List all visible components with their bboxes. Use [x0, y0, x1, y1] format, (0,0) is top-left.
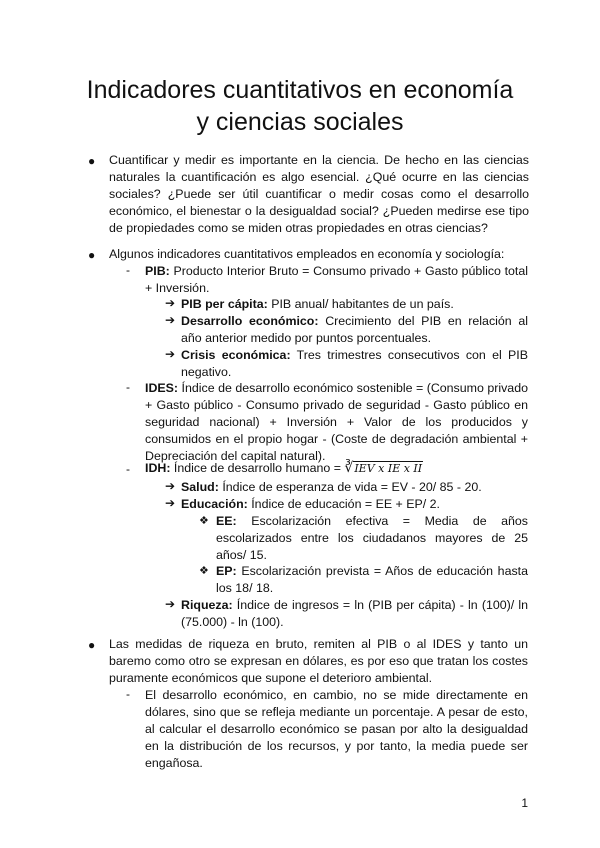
arrow-icon: ➔	[165, 496, 176, 510]
page-number: 1	[521, 796, 528, 810]
desarrollo-economico-item	[181, 313, 528, 347]
riqueza-label: Riqueza:	[181, 598, 233, 612]
arrow-icon: ➔	[165, 479, 176, 493]
desarrollo-economico-label: Desarrollo económico:	[181, 314, 319, 328]
salud-item	[181, 479, 528, 496]
educacion-text: Índice de educación = EE + EP/ 2.	[251, 497, 440, 511]
idh-formula: IEV x IE x II	[354, 462, 423, 475]
idh-text: Índice de desarrollo humano =	[173, 461, 345, 475]
bullet-icon: ●	[88, 154, 96, 168]
crisis-economica-label: Crisis económica:	[181, 348, 291, 362]
diamond-icon: ❖	[199, 565, 209, 577]
pib-per-capita-text: PIB anual/ habitantes de un país.	[271, 297, 454, 311]
pib-item	[145, 263, 528, 297]
idh-label: IDH:	[145, 461, 171, 475]
ee-label: EE:	[216, 514, 237, 528]
desarrollo-paragraph: El desarrollo económico, en cambio, no se mide directamente en dólares, sino que se refleja mediante un porcentaje. A pesar de esto, al calcular el desarrollo económico se pasan por alto la desigualdad en la distribución de los recursos, y por tanto, la media puede ser engañosa.	[145, 688, 528, 770]
ides-text: Índice de desarrollo económico sostenible = (Consumo privado + Gasto público - Consumo privado de seguridad - Gasto público en seguridad nacional) + Inversión + Valor de los producidos y consumidos en el propio hogar - (Coste de degradación ambiental + Depreciación del capital natural).	[145, 381, 528, 463]
diamond-icon: ❖	[199, 515, 209, 527]
bullet-icon: ●	[88, 248, 96, 262]
dash-icon: -	[126, 380, 130, 394]
ep-label: EP:	[216, 564, 237, 578]
arrow-icon: ➔	[165, 597, 176, 611]
crisis-economica-text: Tres trimestres consecutivos con el PIB negativo.	[181, 348, 528, 379]
arrow-icon: ➔	[165, 313, 176, 327]
riqueza-paragraph: Las medidas de riqueza en bruto, remiten al PIB o al IDES y tanto un baremo como otro se expresan en dólares, es por eso que tratan los costes puramente económicos que supone el deterioro ambiental.	[109, 637, 528, 685]
ee-item	[216, 513, 528, 564]
pib-per-capita-item	[181, 296, 528, 313]
ides-item	[145, 380, 528, 465]
educacion-label: Educación:	[181, 497, 248, 511]
intro-paragraph: Cuantificar y medir es importante en la ciencia. De hecho en las ciencias naturales la cuantificación es algo esencial. ¿Qué ocurre en las ciencias sociales? ¿Puede ser útil cuantificar o medir cosas como el desarrollo económico, el bienestar o la desigualdad social? ¿Pueden medirse ese tipo de propiedades como se miden otras propiedades en otras ciencias?	[109, 153, 529, 235]
document-title	[30, 74, 570, 138]
ee-text: Escolarización efectiva = Media de años escolarizados entre los ciudadanos mayores de 25 años/ 15.	[216, 514, 528, 562]
educacion-item	[181, 496, 528, 513]
salud-text: Índice de esperanza de vida = EV - 20/ 85 - 20.	[222, 480, 482, 494]
ep-text: Escolarización prevista = Años de educación hasta los 18/ 18.	[216, 564, 528, 595]
pib-per-capita-label: PIB per cápita:	[181, 297, 268, 311]
bullet-icon: ●	[88, 638, 96, 652]
desarrollo-economico-text: Crecimiento del PIB en relación al año anterior medido por puntos porcentuales.	[181, 314, 528, 345]
title-line-2: y ciencias sociales	[196, 108, 404, 136]
salud-label: Salud:	[181, 480, 219, 494]
pib-label: PIB:	[145, 264, 170, 278]
dash-icon: -	[126, 462, 130, 476]
riqueza-item	[181, 597, 528, 631]
riqueza-text: Índice de ingresos = ln (PIB per cápita) - ln (100)/ ln (75.000) - ln (100).	[181, 598, 528, 629]
title-line-1: Indicadores cuantitativos en economía	[86, 76, 514, 104]
arrow-icon: ➔	[165, 347, 176, 361]
crisis-economica-item	[181, 347, 528, 381]
dash-icon: -	[126, 687, 130, 701]
sqrt-icon: ∛	[344, 460, 354, 476]
arrow-icon: ➔	[165, 296, 176, 310]
ides-label: IDES:	[145, 381, 179, 395]
pib-text: Producto Interior Bruto = Consumo privado + Gasto público total + Inversión.	[145, 264, 528, 295]
ep-item	[216, 563, 528, 597]
idh-item	[145, 460, 528, 477]
indicators-intro: Algunos indicadores cuantitativos empleados en economía y sociología:	[109, 247, 505, 261]
dash-icon: -	[126, 263, 130, 277]
